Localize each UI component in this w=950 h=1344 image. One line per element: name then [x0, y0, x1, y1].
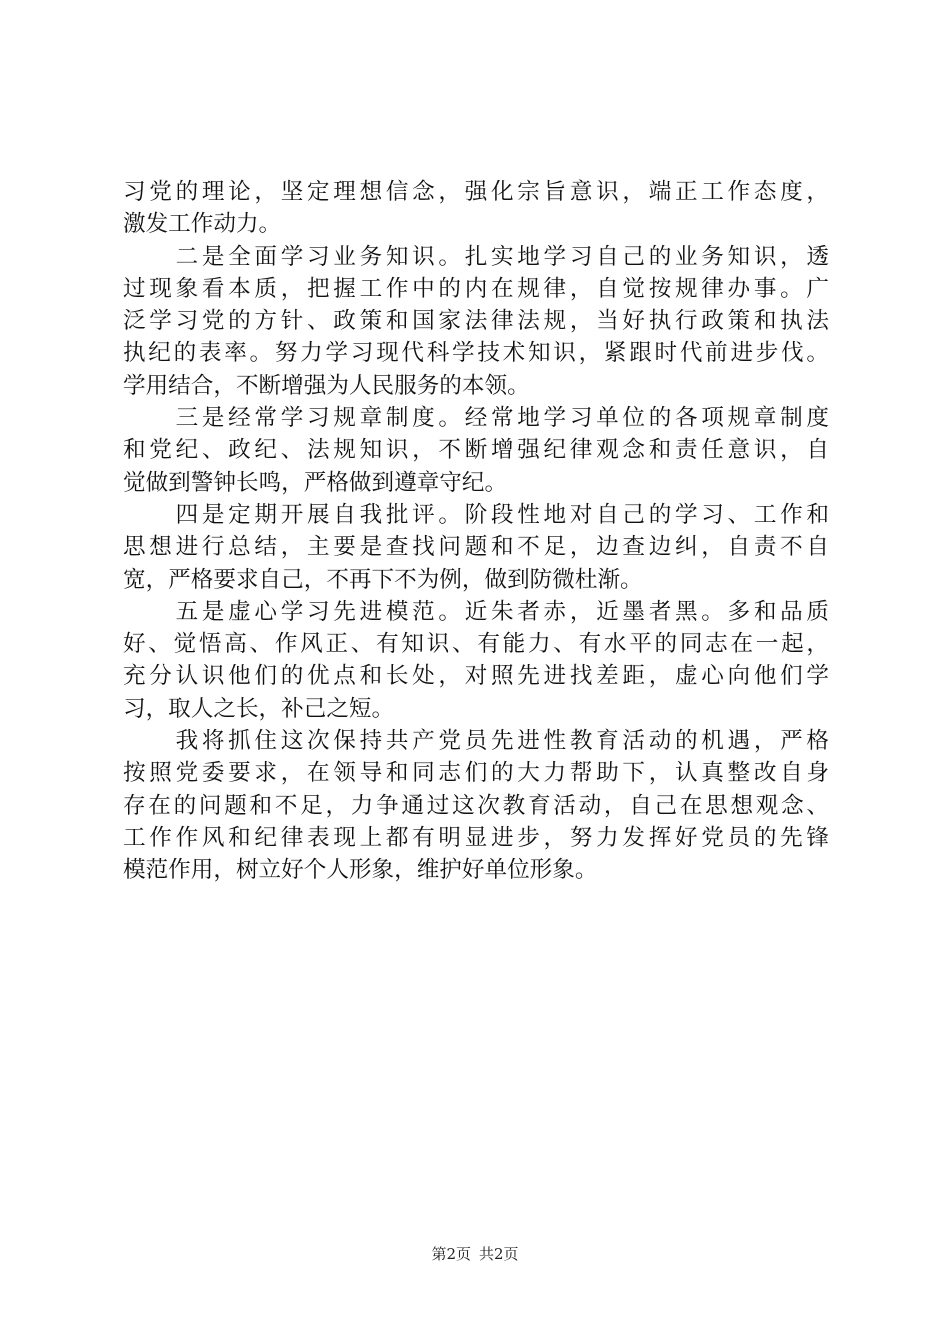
text-line: 四是定期开展自我批评。阶段性地对自己的学习、工作和 — [123, 501, 829, 528]
document-body — [123, 176, 829, 887]
page-footer — [0, 1244, 950, 1264]
text-line: 工作作风和纪律表现上都有明显进步，努力发挥好党员的先锋 — [123, 824, 829, 851]
text-line: 执纪的表率。努力学习现代科学技术知识，紧跟时代前进步伐。 — [123, 340, 829, 367]
text-line: 我将抓住这次保持共产党员先进性教育活动的机遇，严格 — [123, 728, 829, 755]
text-line: 和党纪、政纪、法规知识，不断增强纪律观念和责任意识，自 — [123, 437, 829, 464]
text-line: 按照党委要求，在领导和同志们的大力帮助下，认真整改自身 — [123, 760, 829, 787]
text-line: 充分认识他们的优点和长处，对照先进找差距，虚心向他们学 — [123, 663, 829, 690]
text-line: 激发工作动力。 — [123, 211, 282, 238]
text-line: 思想进行总结，主要是查找问题和不足，边查边纠，自责不自 — [123, 534, 829, 561]
text-line: 二是全面学习业务知识。扎实地学习自己的业务知识，透 — [123, 243, 829, 270]
text-line: 习党的理论，坚定理想信念，强化宗旨意识，端正工作态度， — [123, 179, 829, 205]
text-line: 存在的问题和不足，力争通过这次教育活动，自己在思想观念、 — [123, 792, 829, 819]
page-total: 共2页 — [479, 1245, 519, 1263]
text-line: 学用结合，不断增强为人民服务的本领。 — [123, 372, 530, 399]
text-line: 宽，严格要求自己，不再下不为例，做到防微杜渐。 — [123, 566, 643, 593]
page-number: 第2页 — [431, 1245, 471, 1263]
text-line: 觉做到警钟长鸣，严格做到遵章守纪。 — [123, 469, 508, 496]
text-line: 好、觉悟高、作风正、有知识、有能力、有水平的同志在一起， — [123, 631, 829, 658]
text-line: 模范作用，树立好个人形象，维护好单位形象。 — [123, 857, 598, 884]
text-line: 习，取人之长，补己之短。 — [123, 695, 395, 722]
text-line: 五是虚心学习先进模范。近朱者赤，近墨者黑。多和品质 — [123, 598, 829, 625]
text-line: 泛学习党的方针、政策和国家法律法规，当好执行政策和执法 — [123, 308, 829, 335]
text-line: 三是经常学习规章制度。经常地学习单位的各项规章制度 — [123, 405, 829, 432]
text-line: 过现象看本质，把握工作中的内在规律，自觉按规律办事。广 — [123, 275, 829, 302]
